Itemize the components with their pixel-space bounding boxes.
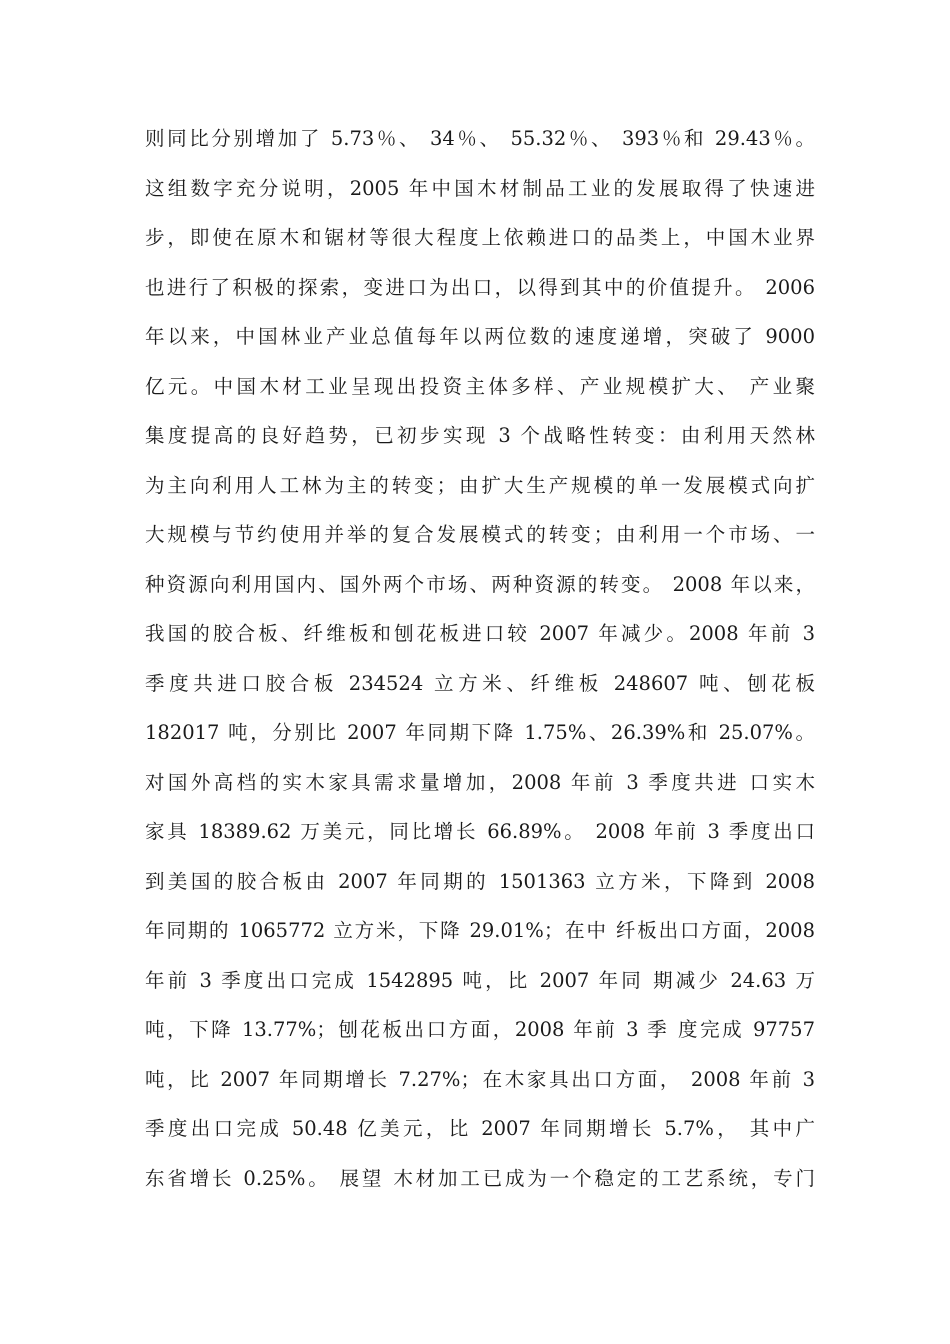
text-line: 家具 18389.62 万美元，同比增长 66.89%。 2008 年前 3 季度出口 (145, 820, 815, 843)
text-line: 吨，下降 13.77%；刨花板出口方面，2008 年前 3 季 度完成 97757 (145, 1018, 815, 1041)
text-line: 季度共进口胶合板 234524 立方米、纤维板 248607 吨、刨花板 (145, 671, 815, 695)
text-line: 吨，比 2007 年同期增长 7.27%；在木家具出口方面， 2008 年前 3 (145, 1067, 815, 1091)
text-line: 年前 3 季度出口完成 1542895 吨，比 2007 年同 期减少 24.63 万 (145, 968, 815, 992)
text-line: 亿元。中国木材工业呈现出投资主体多样、产业规模扩大、 产业聚 (145, 374, 815, 398)
text-line: 步，即使在原木和锯材等很大程度上依赖进口的品类上，中国木业界 (145, 226, 815, 249)
text-line: 这组数字充分说明，2005 年中国木材制品工业的发展取得了快速进 (145, 176, 815, 200)
text-line: 则同比分别增加了 5.73％、 34％、 55.32％、 393％和 29.43％。 (145, 127, 815, 150)
text-line: 182017 吨，分别比 2007 年同期下降 1.75%、26.39%和 25.07%。 (145, 721, 815, 744)
text-line: 也进行了积极的探索，变进口为出口，以得到其中的价值提升。 2006 (145, 275, 815, 299)
text-line: 为主向利用人工林为主的转变；由扩大生产规模的单一发展模式向扩 (145, 473, 815, 497)
text-line: 季度出口完成 50.48 亿美元，比 2007 年同期增长 5.7%， 其中广 (145, 1117, 815, 1140)
text-line: 年以来，中国林业产业总值每年以两位数的速度递增，突破了 9000 (145, 325, 815, 348)
text-line: 我国的胶合板、纤维板和刨花板进口较 2007 年减少。2008 年前 3 (145, 622, 815, 645)
text-line: 大规模与节约使用并举的复合发展模式的转变；由利用一个市场、一 (145, 523, 815, 546)
text-line: 对国外高档的实木家具需求量增加，2008 年前 3 季度共进 口实木 (145, 770, 815, 794)
text-line: 东省增长 0.25%。 展望 木材加工已成为一个稳定的工艺系统，专门 (145, 1166, 815, 1190)
text-line: 种资源向利用国内、国外两个市场、两种资源的转变。 2008 年以来， (145, 572, 815, 596)
body-text (145, 114, 815, 1203)
text-line: 到美国的胶合板由 2007 年同期的 1501363 立方米，下降到 2008 (145, 869, 815, 893)
text-line: 集度提高的良好趋势，已初步实现 3 个战略性转变：由利用天然林 (145, 424, 815, 447)
text-line: 年同期的 1065772 立方米，下降 29.01%；在中 纤板出口方面，2008 (145, 919, 815, 942)
